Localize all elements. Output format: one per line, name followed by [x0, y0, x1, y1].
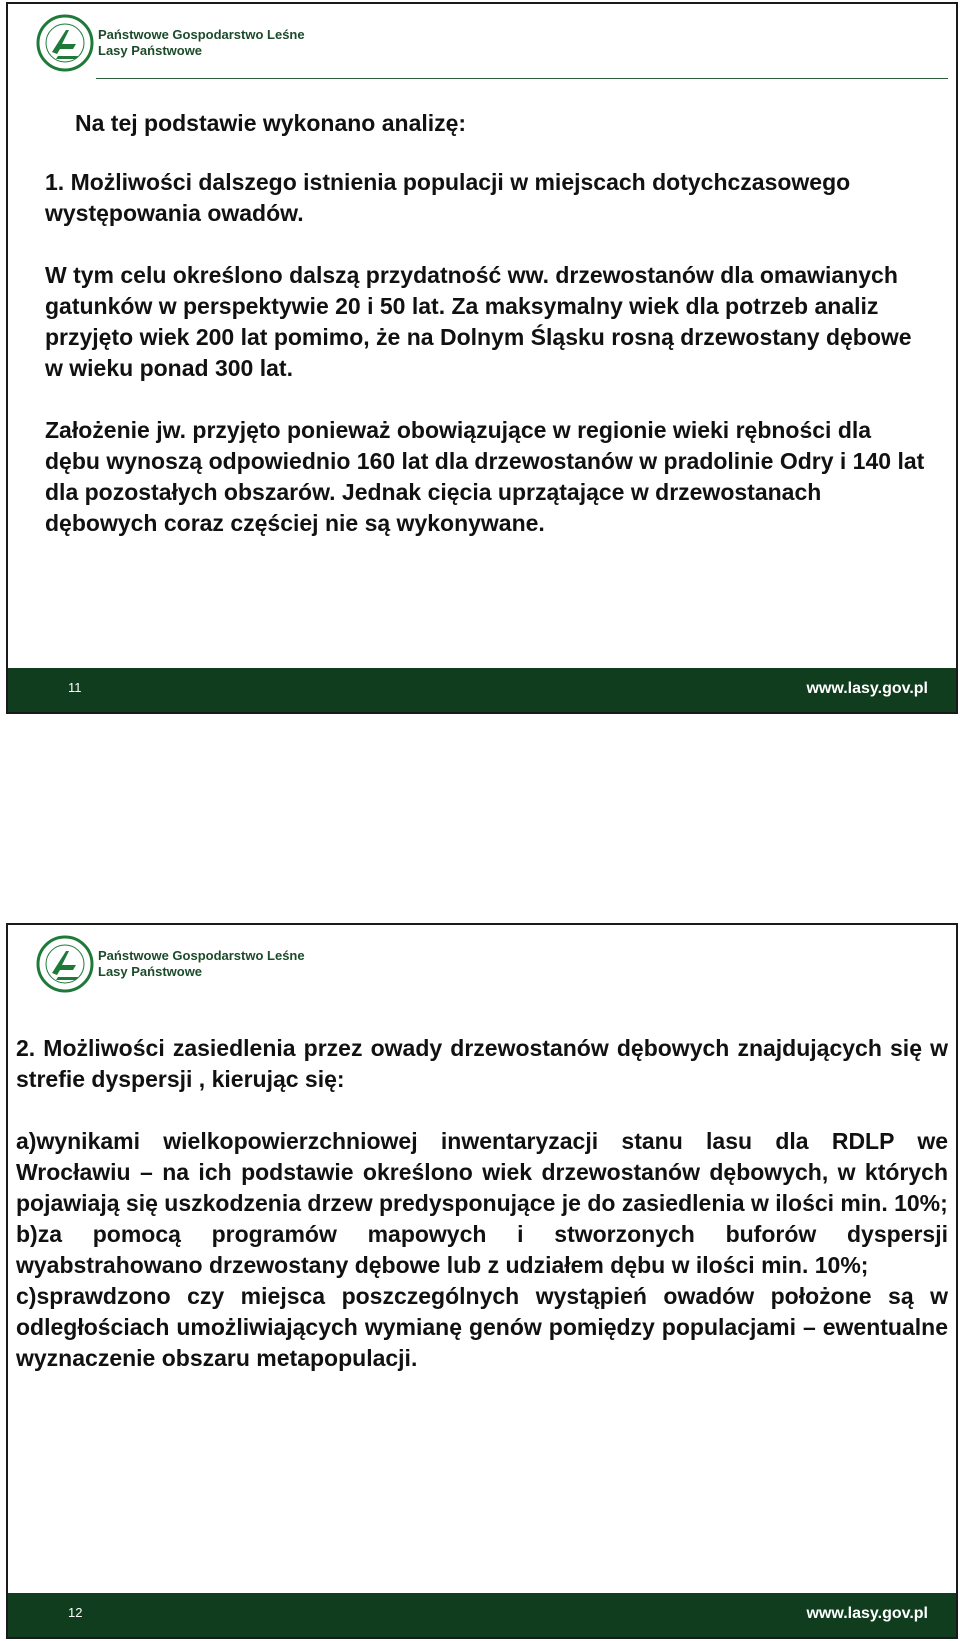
- org-line-1: Państwowe Gospodarstwo Leśne: [98, 27, 305, 42]
- org-line-2: Lasy Państwowe: [98, 43, 203, 58]
- footer-url: www.lasy.gov.pl: [806, 1605, 928, 1622]
- org-line-1: Państwowe Gospodarstwo Leśne: [98, 948, 305, 963]
- paragraph-2: Założenie jw. przyjęto ponieważ obowiązujące w regionie wieki rębności dla dębu wynoszą odpowiednio 160 lat dla drzewostanów w pradolinie Odry i 140 lat dla pozostałych obszarów. Jednak cięcia uprzątające w drzewostanach dębowych coraz częściej nie są wykonywane.: [45, 417, 925, 536]
- header-divider: [96, 78, 948, 79]
- page-number: 12: [68, 1605, 83, 1620]
- slide-12: [6, 923, 958, 1639]
- organization-name: [98, 948, 305, 980]
- item-b: b)za pomocą programów mapowych i stworzonych buforów dyspersji wyabstrahowano drzewostany dębowe lub z udziałem dębu w ilości min. 10%;: [16, 1221, 948, 1278]
- slide-footer: [8, 1593, 956, 1637]
- lasy-panstwowe-logo-icon: [36, 14, 94, 72]
- slide-body: [16, 1033, 948, 1374]
- slide-intro: Na tej podstawie wykonano analizę:: [75, 110, 467, 136]
- page-number: 11: [68, 680, 82, 695]
- slide-body: [45, 167, 925, 539]
- point-1: 1. Możliwości dalszego istnienia populacji w miejscach dotychczasowego występowania owadów.: [45, 169, 851, 226]
- org-line-2: Lasy Państwowe: [98, 964, 203, 979]
- paragraph-1: W tym celu określono dalszą przydatność ww. drzewostanów dla omawianych gatunków w perspektywie 20 i 50 lat. Za maksymalny wiek dla potrzeb analiz przyjęto wiek 200 lat pomimo, że na Dolnym Śląsku rosną drzewostany dębowe w wieku ponad 300 lat.: [45, 262, 912, 381]
- item-c: c)sprawdzono czy miejsca poszczególnych wystąpień owadów położone są w odległościach umożliwiających wymianę genów pomiędzy populacjami – ewentualne wyznaczenie obszaru metapopulacji.: [16, 1283, 948, 1371]
- point-2: 2. Możliwości zasiedlenia przez owady drzewostanów dębowych znajdujących się w strefie dyspersji , kierując się:: [16, 1035, 948, 1092]
- organization-name: [98, 27, 305, 59]
- footer-url: www.lasy.gov.pl: [806, 680, 928, 697]
- slide-11: [6, 2, 958, 714]
- slide-footer: [8, 668, 956, 712]
- item-a: a)wynikami wielkopowierzchniowej inwentaryzacji stanu lasu dla RDLP we Wrocławiu – na ich podstawie określono wiek drzewostanów dębowych, w których pojawiają się uszkodzenia drzew predysponujące je do zasiedlenia w ilości min. 10%;: [16, 1128, 948, 1216]
- lasy-panstwowe-logo-icon: [36, 935, 94, 993]
